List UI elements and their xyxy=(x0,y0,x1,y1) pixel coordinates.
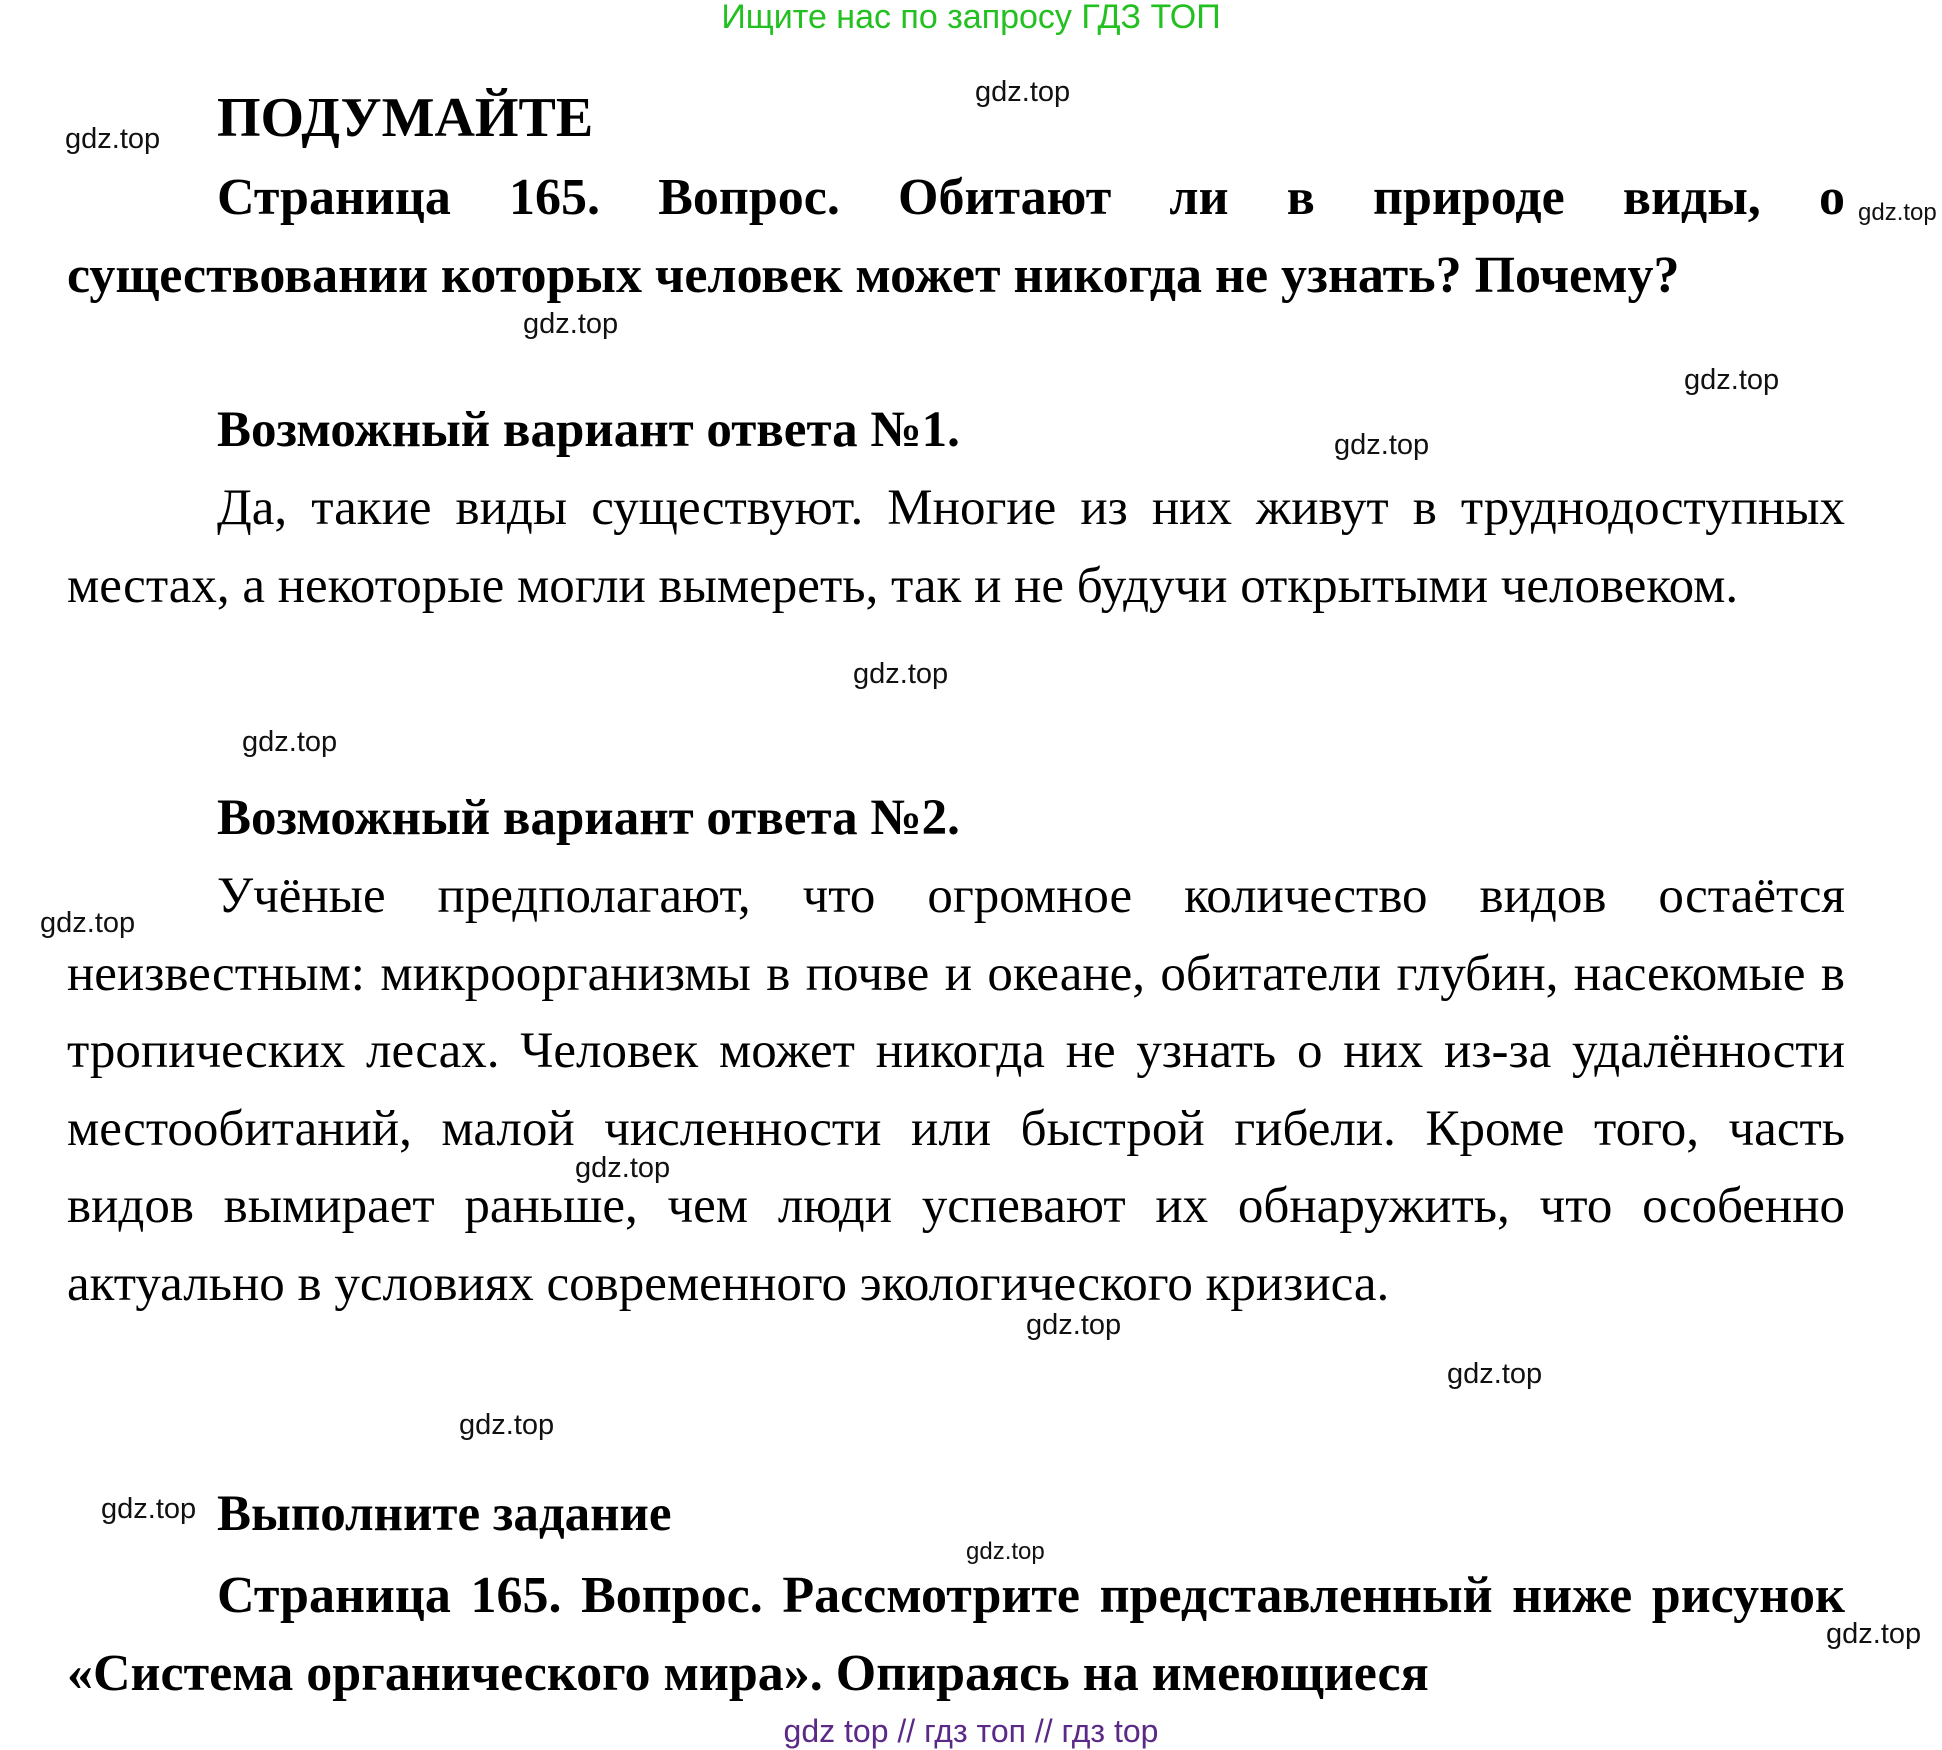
question-1: Страница 165. Вопрос. Обитают ли в природе виды, о существовании которых человек может никогда не узнать? Почему? xyxy=(67,169,1845,304)
section-title-think: ПОДУМАЙТЕ xyxy=(217,87,594,149)
watermark: gdz.top xyxy=(1447,1358,1543,1390)
watermark: gdz.top xyxy=(1026,1309,1122,1341)
watermark: gdz.top xyxy=(1826,1618,1922,1650)
question-2: Страница 165. Вопрос. Рассмотрите представленный ниже рисунок «Система органического мира». Опираясь на имеющиеся xyxy=(67,1567,1845,1702)
watermark: gdz.top xyxy=(966,1538,1045,1565)
watermark: gdz.top xyxy=(65,123,161,155)
answer-2-text: Учёные предполагают, что огромное количество видов остаётся неизвестным: микроорганизмы в почве и океане, обитатели глубин, насекомые в тропических лесах. Человек может никогда не узнать о них из-за удалённости местообитаний, малой численности или быстрой гибели. Кроме того, часть видов вымирает раньше, чем люди успевают их обнаружить, что особенно актуально в условиях современного экологического кризиса. xyxy=(67,868,1845,1312)
watermark: gdz.top xyxy=(1858,199,1937,226)
watermark: gdz.top xyxy=(40,907,136,939)
watermark: gdz.top xyxy=(975,76,1071,108)
answer-1-title: Возможный вариант ответа №1. xyxy=(217,402,960,458)
watermark: gdz.top xyxy=(853,658,949,690)
watermark: gdz.top xyxy=(1684,364,1780,396)
footer-watermark: gdz top // гдз топ // гдз top xyxy=(783,1713,1159,1749)
watermark: gdz.top xyxy=(575,1152,671,1184)
answer-2-title: Возможный вариант ответа №2. xyxy=(217,790,960,846)
watermark: gdz.top xyxy=(101,1493,197,1525)
watermark: gdz.top xyxy=(242,726,338,758)
watermark: gdz.top xyxy=(523,308,619,340)
search-banner: Ищите нас по запросу ГДЗ ТОП xyxy=(721,0,1221,36)
watermark: gdz.top xyxy=(1334,429,1430,461)
section-title-task: Выполните задание xyxy=(217,1486,672,1542)
watermark: gdz.top xyxy=(459,1409,555,1441)
answer-1-text: Да, такие виды существуют. Многие из них живут в труднодоступных местах, а некоторые могли вымереть, так и не будучи открытыми человеком. xyxy=(67,480,1845,614)
